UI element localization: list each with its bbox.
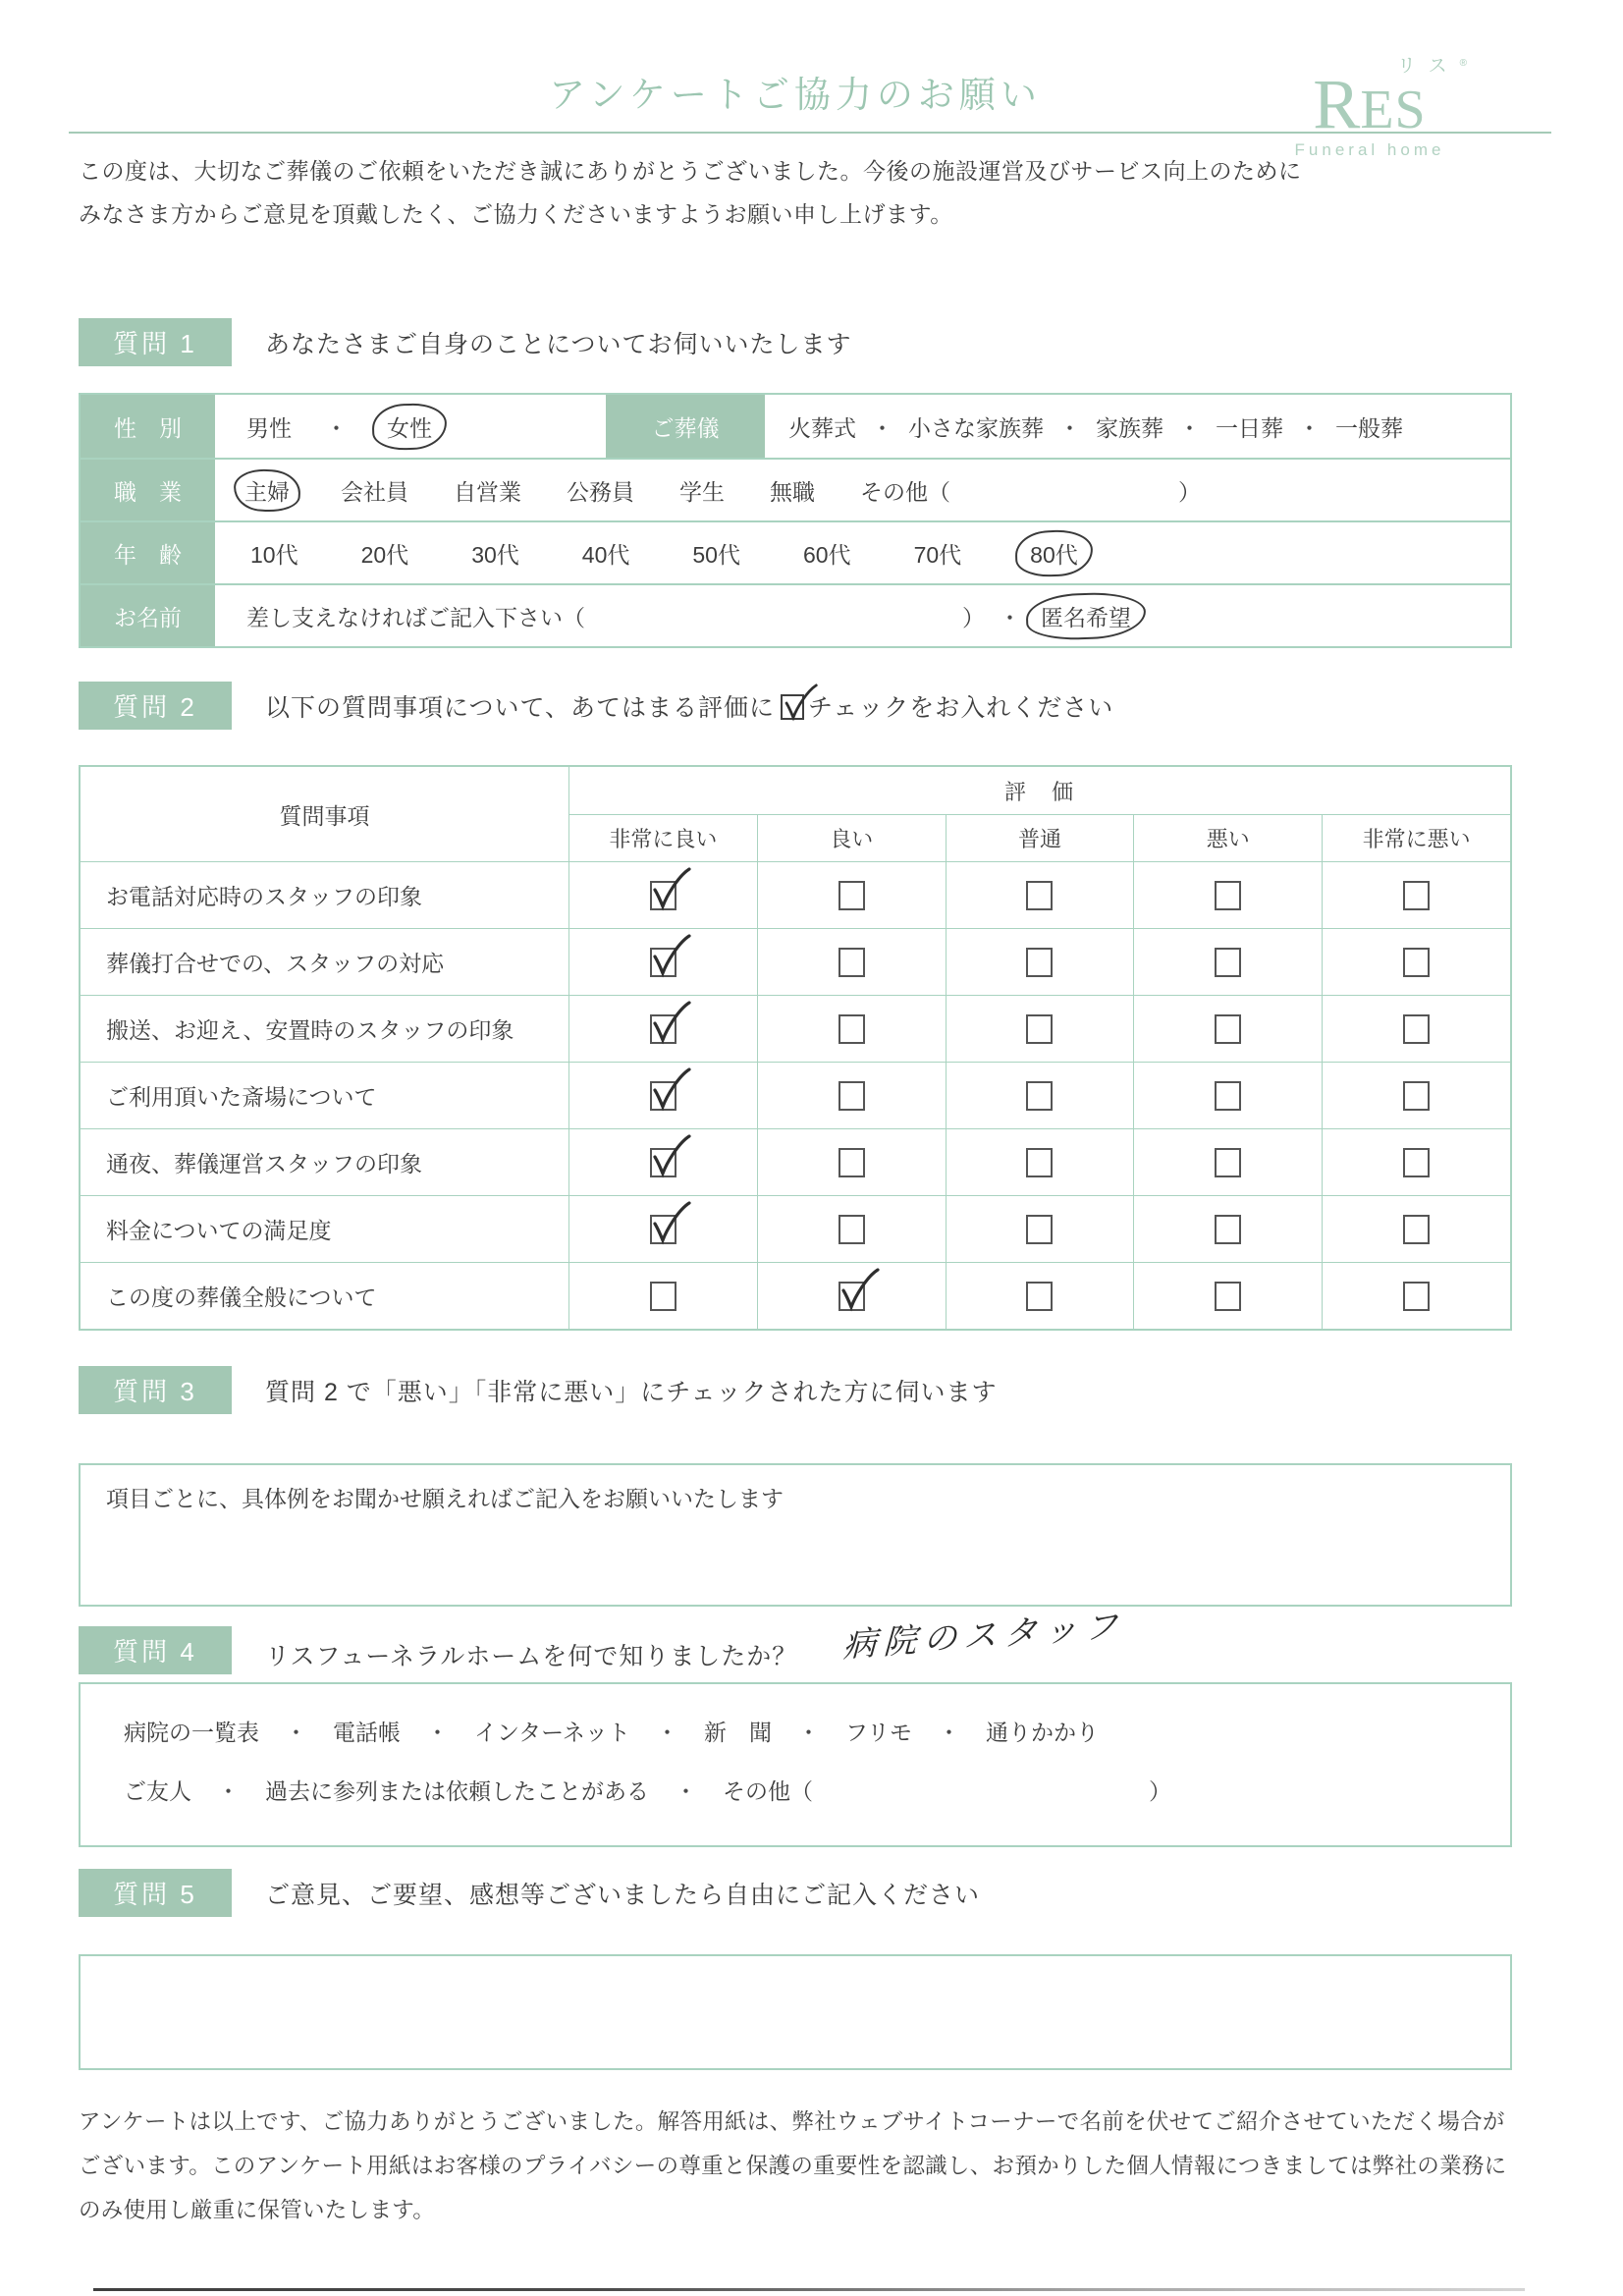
rating-cell-r1-c3 xyxy=(946,861,1134,928)
empty-checkbox xyxy=(1026,1148,1053,1177)
rating-cell-r1-c1 xyxy=(568,861,757,928)
funeral-option-2: 小さな家族葬 xyxy=(908,414,1044,441)
handwritten-answer: 病院のスタッフ xyxy=(842,1606,1126,1666)
rating-cell-r1-c5 xyxy=(1322,861,1510,928)
empty-checkbox xyxy=(839,1215,865,1244)
occupation-label: 職 業 xyxy=(81,460,215,520)
q4-source-option-4: 新 聞 xyxy=(703,1719,772,1745)
option-separator: ・ xyxy=(655,1719,678,1745)
empty-checkbox xyxy=(1026,1081,1053,1111)
empty-checkbox xyxy=(1403,1081,1430,1111)
option-separator: ・ xyxy=(871,414,893,441)
rating-cell-r6-c1 xyxy=(568,1195,757,1262)
scan-edge-artifact xyxy=(93,2288,1525,2291)
rating-cell-r4-c1 xyxy=(568,1062,757,1128)
question-4-heading-text: リスフューネラルホームを何で知りましたか？ xyxy=(265,1643,798,1670)
option-separator: ・ xyxy=(999,604,1021,630)
q4-source-option-b-1: ご友人 xyxy=(124,1777,191,1804)
rating-cell-r3-c4 xyxy=(1133,995,1322,1062)
occupation-option-5: 学生 xyxy=(679,478,725,505)
option-separator: ・ xyxy=(1298,414,1321,441)
rating-cell-r5-c3 xyxy=(946,1128,1134,1195)
empty-checkbox xyxy=(1403,1148,1430,1177)
age-option-2: 20代 xyxy=(360,541,409,568)
rating-cell-r3-c3 xyxy=(946,995,1134,1062)
option-separator: ・ xyxy=(217,1777,240,1804)
rating-cell-r6-c4 xyxy=(1133,1195,1322,1262)
age-option-1: 10代 xyxy=(250,541,298,568)
rating-cell-r6-c2 xyxy=(757,1195,946,1262)
empty-checkbox xyxy=(1215,1282,1241,1311)
question-4-header xyxy=(79,1606,1512,1674)
question-5-heading: ご意見、ご要望、感想等ございましたら自由にご記入ください xyxy=(265,1881,981,1909)
rating-cell-r2-c1 xyxy=(568,928,757,995)
rating-row-label-3: 搬送、お迎え、安置時のスタッフの印象 xyxy=(81,995,568,1062)
rating-table-item-header: 質問事項 xyxy=(279,802,370,829)
logo-rest: ES xyxy=(1360,80,1427,140)
q4-source-option-3: インターネット xyxy=(474,1719,630,1745)
rating-cell-r6-c3 xyxy=(946,1195,1134,1262)
empty-checkbox xyxy=(1215,1148,1241,1177)
rating-cell-r3-c5 xyxy=(1322,995,1510,1062)
occupation-other-close: ） xyxy=(1178,478,1201,505)
rating-cell-r1-c2 xyxy=(757,861,946,928)
age-label: 年 齢 xyxy=(81,522,215,583)
option-separator: ・ xyxy=(285,1719,307,1745)
name-prompt-close: ） xyxy=(962,604,985,630)
handwritten-check-icon xyxy=(648,1066,691,1114)
gender-option-2: 女性 xyxy=(381,409,438,445)
funeral-type-label: ご葬儀 xyxy=(606,395,765,458)
empty-checkbox xyxy=(1215,1215,1241,1244)
empty-checkbox xyxy=(1215,881,1241,910)
logo-subtitle: Funeral home xyxy=(1294,140,1445,159)
q4-source-option-2: 電話帳 xyxy=(333,1719,401,1745)
empty-checkbox xyxy=(1215,1014,1241,1044)
rating-column-header-4: 悪い xyxy=(1133,814,1322,861)
header xyxy=(79,0,1512,159)
empty-checkbox xyxy=(839,881,865,910)
handwritten-check-icon xyxy=(837,1267,880,1314)
page-content xyxy=(79,0,1512,2232)
name-label: お名前 xyxy=(81,585,215,646)
q4-source-option-b-2: 過去に参列または依頼したことがある xyxy=(265,1777,649,1804)
question-2-heading xyxy=(265,688,1113,724)
q4-other-close: ） xyxy=(1149,1777,1171,1804)
question-2-header xyxy=(79,682,1512,730)
empty-checkbox xyxy=(839,948,865,977)
page-title: アンケートご協力のお願い xyxy=(549,75,1042,115)
rating-cell-r5-c1 xyxy=(568,1128,757,1195)
logo-kana-text xyxy=(1397,57,1467,76)
question-4-badge: 質問 4 xyxy=(79,1626,232,1674)
handwritten-check-icon xyxy=(648,1133,691,1180)
name-entry-cell xyxy=(215,585,1510,646)
question-5-answer-box xyxy=(79,1954,1512,2070)
question-1-heading: あなたさまご自身のことについてお伺いいたします xyxy=(265,330,852,358)
intro-text xyxy=(79,149,1512,236)
footer-note: アンケートは以上です、ご協力ありがとうございました。解答用紙は、弊社ウェブサイトコーナーで名前を伏せてご紹介させていただく場合がございます。このアンケート用紙はお客様のプライバシーの尊重と保護の重要性を認識し、お預かりした個人情報につきましては弊社の業務にのみ使用し厳重に保管いたします。 xyxy=(79,2109,1507,2222)
rating-column-header-5: 非常に悪い xyxy=(1322,814,1510,861)
occupation-row xyxy=(81,458,1510,520)
question-4-options-line-2 xyxy=(124,1767,1481,1812)
question-2-badge: 質問 2 xyxy=(79,682,232,730)
question-3-box-prompt: 項目ごとに、具体例をお聞かせ願えればご記入をお願いいたします xyxy=(106,1486,784,1511)
funeral-option-4: 一日葬 xyxy=(1216,414,1283,441)
occupation-options xyxy=(215,460,1510,520)
checked-checkbox xyxy=(650,948,676,977)
option-separator: ・ xyxy=(1178,414,1201,441)
rating-cell-r4-c5 xyxy=(1322,1062,1510,1128)
occupation-option-3: 自営業 xyxy=(454,478,521,505)
empty-checkbox xyxy=(1403,948,1430,977)
name-row xyxy=(81,583,1510,646)
gender-option-1: 男性 xyxy=(246,414,292,441)
intro-line-1: この度は、大切なご葬儀のご依頼をいただき誠にありがとうございました。今後の施設運営及びサービス向上のために xyxy=(79,158,1302,184)
rating-cell-r4-c3 xyxy=(946,1062,1134,1128)
funeral-option-1: 火葬式 xyxy=(788,414,856,441)
anonymous-option: 匿名希望 xyxy=(1035,598,1137,634)
res-logo xyxy=(1257,55,1483,158)
rating-column-header-1: 非常に良い xyxy=(568,814,757,861)
rating-cell-r2-c5 xyxy=(1322,928,1510,995)
handwritten-check-icon xyxy=(648,866,691,913)
question-3-section xyxy=(79,1366,1512,1607)
question-4-options-box xyxy=(79,1682,1512,1847)
rating-row-label-6: 料金についての満足度 xyxy=(81,1195,568,1262)
question-1-section xyxy=(79,318,1512,648)
handwritten-check-icon xyxy=(648,1000,691,1047)
rating-cell-r7-c1 xyxy=(568,1262,757,1329)
checked-checkbox xyxy=(650,1081,676,1111)
q4-source-option-6: 通りかかり xyxy=(986,1719,1100,1745)
age-option-8: 80代 xyxy=(1024,535,1084,572)
registered-mark-icon: ® xyxy=(1459,58,1467,69)
checked-checkbox xyxy=(650,1014,676,1044)
empty-checkbox xyxy=(839,1081,865,1111)
rating-cell-r2-c3 xyxy=(946,928,1134,995)
occupation-option-2: 会社員 xyxy=(341,478,408,505)
rating-cell-r7-c3 xyxy=(946,1262,1134,1329)
age-option-5: 50代 xyxy=(692,541,740,568)
rating-row-label-7: この度の葬儀全般について xyxy=(81,1262,568,1329)
question-1-header xyxy=(79,318,1512,366)
handwritten-check-icon xyxy=(648,1200,691,1247)
empty-checkbox xyxy=(1026,1282,1053,1311)
question-3-heading: 質問 2 で「悪い」「非常に悪い」にチェックされた方に伺います xyxy=(265,1378,998,1406)
checked-checkbox xyxy=(650,1215,676,1244)
empty-checkbox xyxy=(1403,1215,1430,1244)
question-3-badge: 質問 3 xyxy=(79,1366,232,1414)
question-4-options-line-1 xyxy=(124,1708,1481,1753)
question-5-badge: 質問 5 xyxy=(79,1869,232,1917)
question-2-heading-pre: 以下の質問事項について、あてはまる評価に xyxy=(265,693,776,722)
empty-checkbox xyxy=(839,1014,865,1044)
empty-checkbox xyxy=(1026,881,1053,910)
question-4-section xyxy=(79,1606,1512,1847)
empty-checkbox xyxy=(839,1148,865,1177)
rating-cell-r3-c1 xyxy=(568,995,757,1062)
checked-checkbox xyxy=(650,881,676,910)
rating-row-label-2: 葬儀打合せでの、スタッフの対応 xyxy=(81,928,568,995)
option-separator: ・ xyxy=(796,1719,820,1745)
occupation-option-4: 公務員 xyxy=(567,478,634,505)
gender-options xyxy=(215,395,606,458)
empty-checkbox xyxy=(1026,1014,1053,1044)
question-3-answer-box xyxy=(79,1463,1512,1607)
rating-cell-r1-c4 xyxy=(1133,861,1322,928)
empty-checkbox xyxy=(1403,1014,1430,1044)
funeral-option-3: 家族葬 xyxy=(1096,414,1163,441)
q4-source-option-5: フリモ xyxy=(844,1719,913,1745)
checked-checkbox xyxy=(650,1148,676,1177)
rating-cell-r5-c4 xyxy=(1133,1128,1322,1195)
rating-cell-r4-c2 xyxy=(757,1062,946,1128)
empty-checkbox xyxy=(650,1282,676,1311)
empty-checkbox xyxy=(1215,948,1241,977)
rating-cell-r2-c2 xyxy=(757,928,946,995)
occupation-other-open: その他（ xyxy=(860,478,950,505)
empty-checkbox xyxy=(1026,1215,1053,1244)
question-2-heading-post: チェックをお入れください xyxy=(808,693,1114,722)
occupation-option-1: 主婦 xyxy=(239,472,296,509)
rating-cell-r7-c2 xyxy=(757,1262,946,1329)
gender-label: 性 別 xyxy=(81,395,215,458)
rating-cell-r2-c4 xyxy=(1133,928,1322,995)
empty-checkbox xyxy=(1403,881,1430,910)
empty-checkbox xyxy=(1026,948,1053,977)
checked-checkbox xyxy=(839,1282,865,1311)
q4-source-option-1: 病院の一覧表 xyxy=(124,1719,259,1745)
question-1-badge: 質問 1 xyxy=(79,318,232,366)
rating-cell-r7-c5 xyxy=(1322,1262,1510,1329)
gender-funeral-row xyxy=(81,395,1510,458)
logo-initial: R xyxy=(1313,65,1361,143)
age-option-6: 60代 xyxy=(802,541,851,568)
rating-cell-r6-c5 xyxy=(1322,1195,1510,1262)
option-separator: ・ xyxy=(1058,414,1081,441)
rating-table xyxy=(79,765,1512,1331)
rating-cell-r7-c4 xyxy=(1133,1262,1322,1329)
option-separator: ・ xyxy=(426,1719,449,1745)
age-option-7: 70代 xyxy=(913,541,962,568)
rating-column-header-3: 普通 xyxy=(946,814,1134,861)
rating-row-label-1: お電話対応時のスタッフの印象 xyxy=(81,861,568,928)
funeral-type-options xyxy=(765,395,1510,458)
occupation-option-6: 無職 xyxy=(770,478,815,505)
question-4-heading xyxy=(265,1606,1126,1674)
checked-checkbox-glyph-icon xyxy=(781,694,804,720)
rating-row-label-4: ご利用頂いた斎場について xyxy=(81,1062,568,1128)
rating-cell-r5-c2 xyxy=(757,1128,946,1195)
rating-cell-r5-c5 xyxy=(1322,1128,1510,1195)
rating-column-header-2: 良い xyxy=(757,814,946,861)
intro-line-2: みなさま方からご意見を頂戴したく、ご協力くださいますようお願い申し上げます。 xyxy=(79,201,953,227)
rating-cell-r3-c2 xyxy=(757,995,946,1062)
empty-checkbox xyxy=(1403,1282,1430,1311)
name-prompt: 差し支えなければご記入下さい（ xyxy=(246,604,585,630)
question-5-header xyxy=(79,1869,1512,1917)
age-options xyxy=(215,522,1510,583)
question-2-section xyxy=(79,682,1512,1331)
empty-checkbox xyxy=(1215,1081,1241,1111)
question-3-header xyxy=(79,1366,1512,1414)
funeral-option-5: 一般葬 xyxy=(1335,414,1403,441)
rating-table-rating-header: 評 価 xyxy=(568,767,1510,814)
option-separator: ・ xyxy=(938,1719,961,1745)
question-5-section xyxy=(79,1869,1512,2070)
rating-cell-r4-c4 xyxy=(1133,1062,1322,1128)
option-separator: ・ xyxy=(325,414,348,441)
age-option-4: 40代 xyxy=(581,541,630,568)
logo-kana: リス xyxy=(1397,56,1460,77)
rating-row-label-5: 通夜、葬儀運営スタッフの印象 xyxy=(81,1128,568,1195)
profile-table xyxy=(79,393,1512,648)
age-row xyxy=(81,520,1510,583)
age-option-3: 30代 xyxy=(471,541,519,568)
option-separator: ・ xyxy=(675,1777,697,1804)
handwritten-check-icon xyxy=(648,933,691,980)
q4-source-option-b-3: その他（ xyxy=(723,1777,813,1804)
